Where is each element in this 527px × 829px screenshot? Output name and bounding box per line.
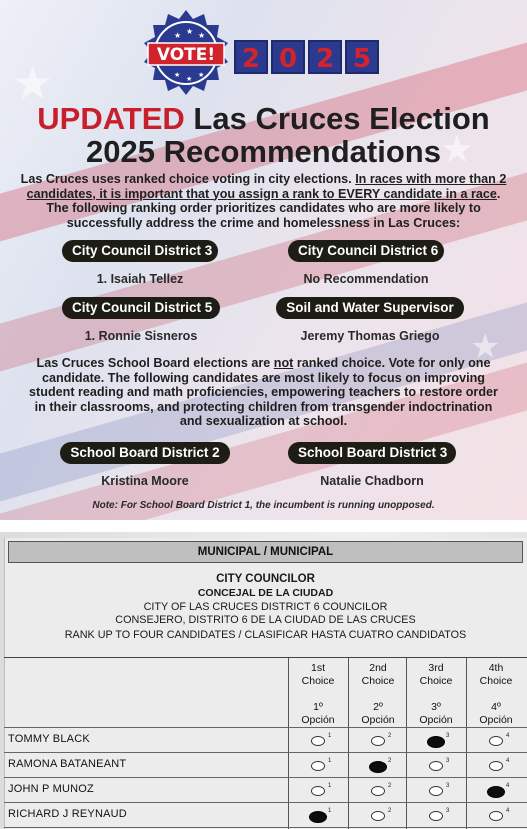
year-digit: 0 [271,40,305,74]
star-icon: ★ [12,56,54,110]
candidate-name: RAMONA BATANEANT [8,758,127,770]
rank-instruction: RANK UP TO FOUR CANDIDATES / CLASIFICAR HASTA CUATRO CANDIDATOS [64,629,467,641]
ballot-oval[interactable] [489,736,503,746]
title-rest: Las Cruces Election [184,101,490,136]
oval-number: 2 [388,808,392,814]
year-digit: 2 [234,40,268,74]
svg-text:★: ★ [186,27,194,36]
race-candidate: 1. Ronnie Sisneros [84,329,198,343]
year-boxes [234,40,379,74]
choice-header-2: 2nd Choice 2º Opción [361,662,395,726]
candidate-name: RICHARD J REYNAUD [8,808,127,820]
district-en: CITY OF LAS CRUCES DISTRICT 6 COUNCILOR [143,601,388,613]
office-title-es: CONCEJAL DE LA CIUDAD [197,587,334,599]
race-label: Soil and Water Supervisor [276,297,464,319]
year-digit: 5 [345,40,379,74]
ballot-oval[interactable] [429,811,443,821]
ballot-oval[interactable] [371,811,385,821]
ballot-photo [0,532,527,829]
ranking-grid [4,657,527,829]
year-digit: 2 [308,40,342,74]
intro-paragraph: Las Cruces uses ranked choice voting in city elections. In races with more than 2 candidates, it is important that you assign a rank to EVERY candidate in a race. The following ranking order prioritizes candidates who are more likely to successfully address the crime and homelessness in Las Cruces: [20,172,507,230]
star-icon: ★ [440,127,475,171]
race-candidate: Natalie Chadborn [320,474,424,488]
choice-header-4: 4th Choice 4º Opción [479,662,513,726]
oval-number: 2 [388,733,392,739]
ballot-oval[interactable] [311,786,325,796]
district-es: CONSEJERO, DISTRITO 6 DE LA CIUDAD DE LAS CRUCES [115,614,416,626]
oval-number: 1 [328,733,332,739]
oval-number: 3 [446,758,450,764]
choice-header-3: 3rd Choice 3º Opción [419,662,453,726]
ballot-oval[interactable] [429,786,443,796]
footnote: Note: For School Board District 1, the incumbent is running unopposed. [92,500,435,511]
race-candidate: Kristina Moore [101,474,189,488]
ballot-oval[interactable] [371,786,385,796]
oval-number: 3 [446,808,450,814]
oval-number: 4 [506,783,510,789]
ballot-oval[interactable] [489,761,503,771]
race-label: School Board District 2 [60,442,230,464]
race-label: School Board District 3 [288,442,456,464]
ballot-oval[interactable] [429,761,443,771]
oval-number: 4 [506,758,510,764]
ballot-section-header: MUNICIPAL / MUNICIPAL [8,541,523,563]
ballot-oval-filled[interactable] [427,736,445,748]
ballot-oval-filled[interactable] [369,761,387,773]
flyer-title [0,102,527,136]
vote-badge-logo [140,10,232,102]
ballot-oval-filled[interactable] [487,786,505,798]
svg-text:★: ★ [198,31,206,40]
oval-number: 2 [388,758,392,764]
oval-number: 2 [388,783,392,789]
oval-number: 1 [328,808,332,814]
office-title: CITY COUNCILOR [216,573,315,585]
oval-number: 4 [506,808,510,814]
oval-number: 1 [328,783,332,789]
candidate-name: JOHN P MUNOZ [8,783,94,795]
school-board-paragraph: Las Cruces School Board elections are not ranked choice. Vote for only one candidate. The following candidates are most likely to focus on improving student reading and math proficiencies, empowering teachers to restore order in their classrooms, and protecting children from transgender indoctrination and sexualization at school. [29,356,498,429]
race-candidate: 1. Isaiah Tellez [96,272,184,286]
svg-text:★: ★ [198,71,205,79]
race-candidate: Jeremy Thomas Griego [300,329,440,343]
oval-number: 1 [328,758,332,764]
title-updated: UPDATED [37,101,185,136]
race-candidate: No Recommendation [303,272,429,286]
image-divider [0,520,527,532]
race-label: City Council District 3 [62,240,218,262]
ballot-oval[interactable] [311,736,325,746]
ballot-oval[interactable] [489,811,503,821]
ballot-oval-filled[interactable] [309,811,327,823]
svg-text:★: ★ [186,75,193,83]
race-label: City Council District 5 [62,297,220,319]
ballot-oval[interactable] [311,761,325,771]
oval-number: 4 [506,733,510,739]
candidate-name: TOMMY BLACK [8,733,90,745]
badge-text: VOTE! [156,45,216,65]
race-label: City Council District 6 [288,240,444,262]
oval-number: 3 [446,733,450,739]
ballot-oval[interactable] [371,736,385,746]
choice-header-1: 1st Choice 1º Opción [301,662,335,726]
oval-number: 3 [446,783,450,789]
star-icon: ★ [470,327,501,367]
svg-text:★: ★ [174,31,182,40]
flyer-subtitle: 2025 Recommendations [86,134,441,169]
svg-text:★: ★ [174,71,181,79]
